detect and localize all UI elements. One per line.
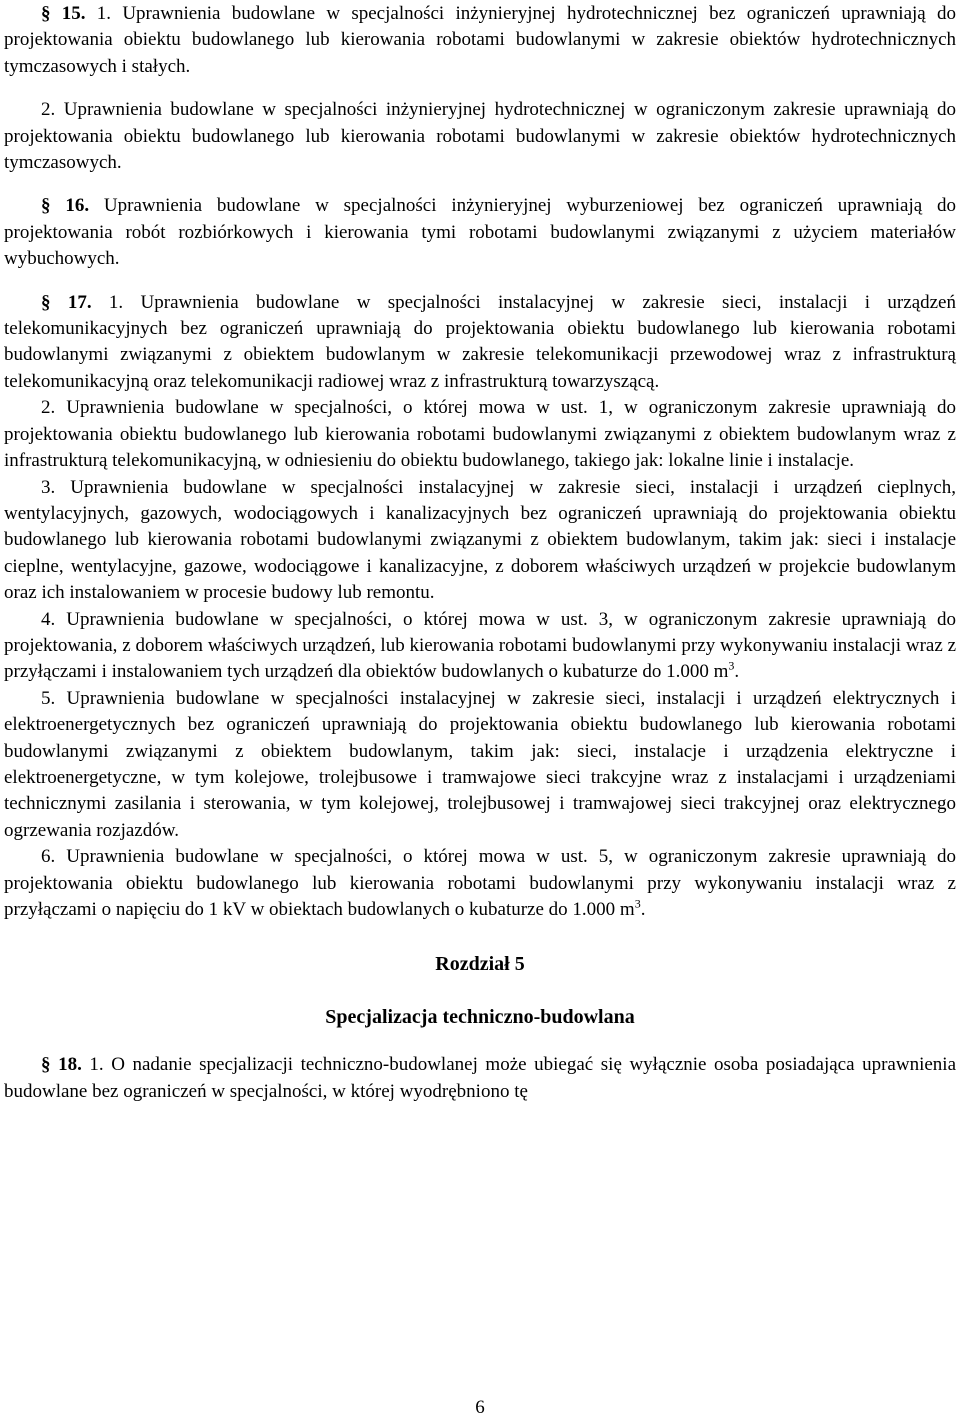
- paragraph-16: [4, 193, 956, 272]
- section-marker: § 15.: [41, 3, 86, 24]
- paragraph-text: 5. Uprawnienia budowlane w specjalności instalacyjnej w zakresie sieci, instalacji i urządzeń elektrycznych i elektroenergetycznych bez ograniczeń uprawniają do projektowania obiektu budowlanego lub kierowania robotami budowlanymi związanymi z obiektem budowlanym, takim jak: sieci, instalacje i urządzenia elektryczne i elektroenergetyczne, w tym kolejowe, trolejbusowe i tramwajowe sieci trakcyjne wraz z instalacjami i urządzeniami technicznymi zasilania i sterowania, w tym kolejowej, trolejbusowej i tramwajowej sieci trakcyjnej oraz elektrycznego ogrzewania rozjazdów.: [4, 687, 956, 841]
- paragraph-end: .: [734, 661, 740, 683]
- paragraph-18-1: [4, 1052, 956, 1105]
- section-marker: § 17.: [41, 291, 92, 313]
- paragraph-15-2: [4, 97, 956, 176]
- paragraph-17-6: [4, 844, 956, 923]
- page-number: 6: [475, 1397, 485, 1418]
- paragraph-text: 1. Uprawnienia budowlane w specjalności inżynieryjnej hydrotechnicznej bez ograniczeń uprawniają do projektowania obiektu budowlanego lub kierowania robotami budowlanymi w zakresie obiektów hydrotechnicznych tymczasowych i stałych.: [4, 3, 956, 77]
- paragraph-17-2: [4, 395, 956, 474]
- superscript: 3: [634, 896, 641, 911]
- paragraph-text: 2. Uprawnienia budowlane w specjalności, o której mowa w ust. 1, w ograniczonym zakresie uprawniają do projektowania obiektu budowlanego lub kierowania robotami budowlanymi związanymi z obiektem budowlanym wraz z infrastrukturą telekomunikacyjną, w odniesieniu do obiektu budowlanego, takiego jak: lokalne linie i instalacje.: [4, 397, 956, 472]
- chapter-number: Rozdział 5: [435, 953, 525, 976]
- paragraph-text: Uprawnienia budowlane w specjalności inżynieryjnej wyburzeniowej bez ograniczeń uprawniają do projektowania robót rozbiórkowych i kierowania tymi robotami budowlanymi związanymi z użyciem materiałów wybuchowych.: [4, 195, 956, 270]
- paragraph-15-1: [4, 1, 956, 80]
- paragraph-text: 4. Uprawnienia budowlane w specjalności, o której mowa w ust. 3, w ograniczonym zakresie uprawniają do projektowania, z doborem właściwych urządzeń, lub kierowania robotami budowlanymi przy wykonywaniu instalacji wraz z przyłączami i instalowaniem tych urządzeń dla obiektów budowlanych o kubaturze do 1.000 m: [4, 608, 956, 683]
- paragraph-17-1: [4, 290, 956, 396]
- paragraph-text: 1. O nadanie specjalizacji techniczno-budowlanej może ubiegać się wyłącznie osoba posiadająca uprawnienia budowlane bez ograniczeń w specjalności, w której wyodrębniono tę: [4, 1054, 957, 1102]
- chapter-title: Specjalizacja techniczno-budowlana: [325, 1005, 635, 1028]
- paragraph-17-4: [4, 607, 956, 686]
- paragraph-text: 2. Uprawnienia budowlane w specjalności inżynieryjnej hydrotechnicznej w ograniczonym zakresie uprawniają do projektowania obiektu budowlanego lub kierowania robotami budowlanymi w zakresie obiektów hydrotechnicznych tymczasowych.: [4, 99, 956, 174]
- paragraph-end: .: [640, 899, 646, 920]
- paragraph-17-3: [4, 475, 956, 607]
- paragraph-text: 1. Uprawnienia budowlane w specjalności instalacyjnej w zakresie sieci, instalacji i urządzeń telekomunikacyjnych bez ograniczeń uprawniają do projektowania obiektu budowlanego lub kierowania robotami budowlanymi związanymi z obiektem budowlanym w zakresie telekomunikacji przewodowej wraz z infrastrukturą telekomunikacyjną oraz telekomunikacji radiowej wraz z infrastrukturą towarzyszącą.: [4, 291, 956, 392]
- superscript: 3: [728, 659, 735, 674]
- paragraph-17-5: [4, 686, 956, 844]
- section-marker: § 18.: [41, 1054, 82, 1076]
- document-page: [4, 0, 956, 1105]
- paragraph-text: 6. Uprawnienia budowlane w specjalności, o której mowa w ust. 5, w ograniczonym zakresie uprawniają do projektowania obiektu budowlanego lub kierowania robotami budowlanymi przy wykonywaniu instalacji wraz z przyłączami o napięciu do 1 kV w obiektach budowlanych o kubaturze do 1.000 m: [4, 846, 956, 920]
- section-marker: § 16.: [41, 195, 90, 217]
- paragraph-text: 3. Uprawnienia budowlane w specjalności instalacyjnej w zakresie sieci, instalacji i urządzeń cieplnych, wentylacyjnych, gazowych, wodociągowych i kanalizacyjnych bez ograniczeń uprawniają do projektowania obiektu budowlanego lub kierowania robotami budowlanymi związanymi z obiektem budowlanym, takim jak: sieci i instalacje cieplne, wentylacyjne, gazowe, wodociągowe i kanalizacyjne, z doborem właściwych urządzeń w projekcie budowlanym oraz ich instalowaniem w procesie budowy lub remontu.: [4, 476, 956, 604]
